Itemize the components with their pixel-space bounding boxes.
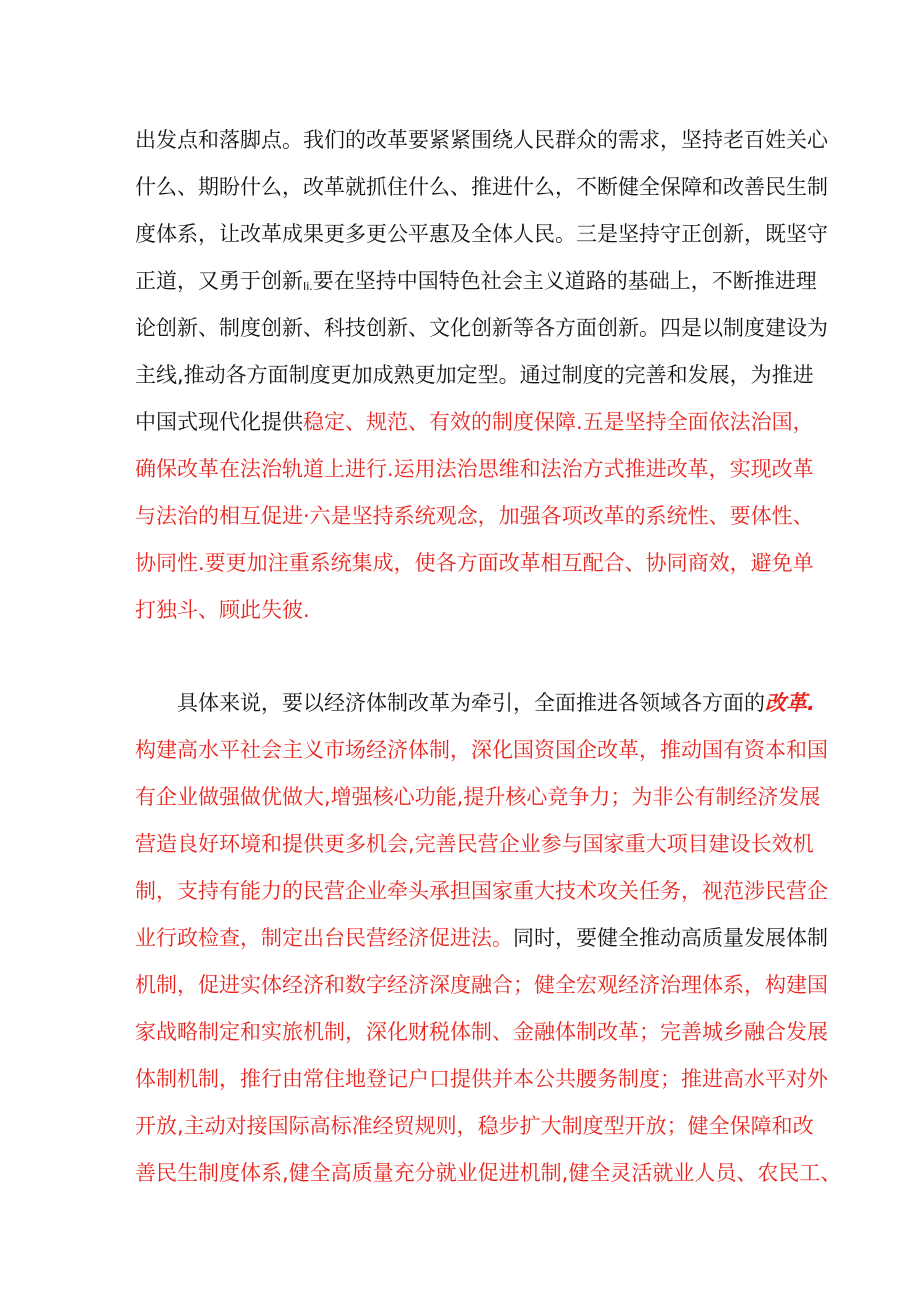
text-line: 主线,推动各方面制度更加成熟更加定型。通过制度的完善和发展，为推进 — [135, 363, 814, 387]
highlighted-line: 家战略制定和实旅机制，深化财税体制、金融体制改革；完善城乡融合发展 — [135, 1020, 828, 1044]
highlighted-line: 制，支持有能力的民营企业牵头承担国家重大技术攻关任务，视范涉民营企 — [135, 879, 828, 903]
text-segment: 正道，又勇于创新 — [135, 269, 303, 293]
highlighted-line: 与法治的相互促进·六是坚持系统观念，加强各项改革的系统性、要体性、 — [135, 504, 814, 528]
highlighted-line: 协同性.要更加注重系统集成，使各方面改革相互配合、协同商效，避免单 — [135, 551, 814, 575]
text-line — [135, 915, 828, 962]
highlighted-line: 营造良好环境和提供更多机会,完善民营企业参与国家重大项目建设长效机 — [135, 832, 814, 856]
text-line — [135, 399, 814, 446]
highlighted-line: 开放,主动对接国际高标准经贸规则，稳步扩大制度型开放；健全保障和改 — [135, 1114, 814, 1138]
text-line: 什么、期盼什么，改革就抓住什么、推进什么，不断健全保障和改善民生制 — [135, 175, 828, 199]
highlighted-line: 确保改革在法治轨道上进行.运用法治思维和法治方式推进改革，实现改革 — [135, 457, 814, 481]
highlighted-line: 有企业做强做优做大,增强核心功能,提升核心竞争力；为非公有制经济发展 — [135, 785, 821, 809]
text-segment: 中国式现代化提供 — [135, 410, 303, 434]
highlighted-line: 打独斗、顾此失彼. — [135, 598, 310, 622]
text-line: 出发点和落脚点。我们的改革要紧紧围绕人民群众的需求，坚持老百姓关心 — [135, 128, 828, 152]
text-line: 论创新、制度创新、科技创新、文化创新等各方面创新。四是以制度建设为 — [135, 316, 828, 340]
text-segment: 同时，要健全推动高质量发展体制 — [513, 926, 828, 950]
highlighted-text: 业行政检查，制定出台民营经济促进法。 — [135, 926, 513, 950]
paragraph-1 — [135, 117, 828, 634]
footnote-mark: Ii. — [303, 280, 313, 293]
text-line — [135, 258, 817, 305]
emphasized-text: 改革. — [765, 691, 815, 715]
highlighted-line: 善民生制度体系,健全高质量充分就业促进机制,健全灵活就业人员、农民工、 — [135, 1161, 842, 1185]
text-segment: 要在坚持中国特色社会主义道路的基础上，不断推进理 — [312, 269, 817, 293]
text-segment: 具体来说，要以经济体制改革为牵引，全面推进各领域各方面的 — [177, 691, 765, 715]
text-line — [135, 680, 815, 727]
text-line: 度体系，让改革成果更多更公平惠及全体人民。三是坚持守正创新，既坚守 — [135, 222, 828, 246]
highlighted-line: 构建高水平社会主义市场经济体制，深化国资国企改革，推动国有资本和国 — [135, 738, 828, 762]
highlighted-text: 稳定、规范、有效的制度保障.五是坚持全面依法治国， — [303, 410, 814, 434]
highlighted-line: 机制，促进实体经济和数字经济深度融合；健全宏观经济治理体系，构建国 — [135, 973, 828, 997]
paragraph-2 — [135, 680, 842, 1197]
highlighted-line: 体制机制，推行由常住地登记户口提供并本公共腰务制度；推进高水平对外 — [135, 1067, 828, 1091]
